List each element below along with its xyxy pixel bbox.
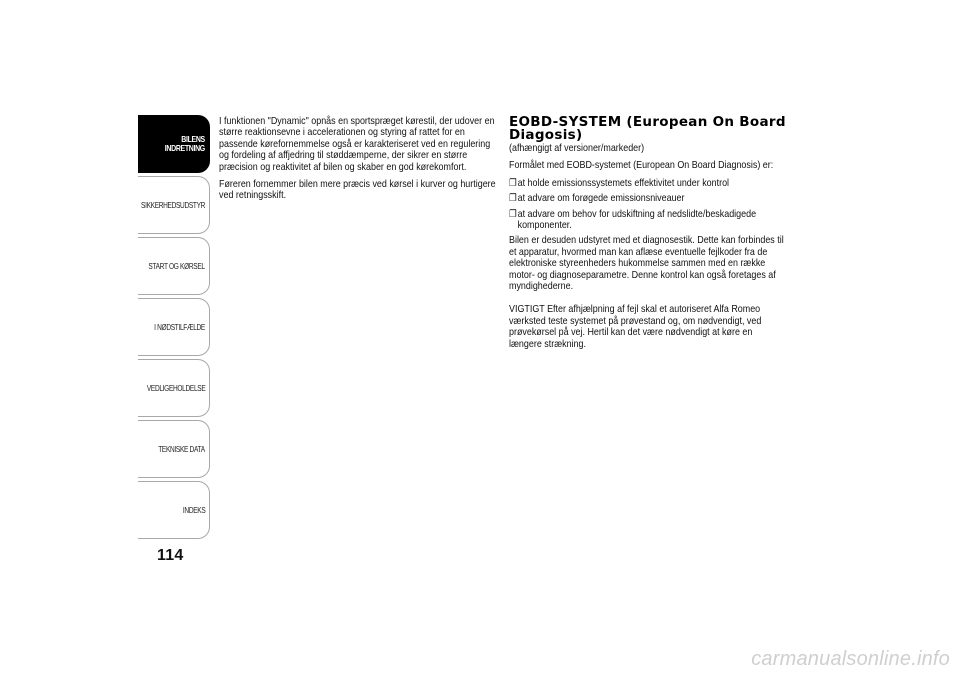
intro-paragraph: Formålet med EOBD-systemet (European On Board Diagnosis) er:	[509, 160, 774, 172]
paragraph: I funktionen "Dynamic" opnås en sportspræget kørestil, der udover en større reaktionsevne i accelerationen og styring af rattet for en passende kørefornemmelse også er karakteriseret ved en regulering og fordeling af affjedring til støddæmperne, der sikrer en større præcision og reaktivitet af bilen og skaber en god kørekomfort.	[219, 116, 495, 173]
tab-label: VEDLIGEHOLDELSE	[146, 383, 205, 393]
list-item: ❐ at advare om forøgede emissionsniveauer	[509, 193, 685, 205]
tab-start-og-korsel[interactable]	[138, 237, 210, 295]
tab-i-nodstilfaelde[interactable]	[138, 298, 210, 356]
chapter-tabs	[138, 115, 210, 542]
tab-label: INDEKS	[182, 505, 205, 515]
purpose-list	[509, 178, 786, 232]
checkbox-icon: ❐	[509, 177, 517, 189]
checkbox-icon: ❐	[509, 193, 517, 205]
watermark: carmanualsonline.info	[751, 648, 950, 670]
tab-tekniske-data[interactable]	[138, 420, 210, 478]
diagnostic-paragraph: Bilen er desuden udstyret med et diagnosestik. Dette kan forbindes til et apparatur, hvormed man kan aflæse eventuelle fejlkoder fra de elektroniske styreenheders hukommelse sammen med en række motor- og diagnoseparametre. Denne kontrol kan også foretages af myndighederne.	[509, 235, 784, 293]
tab-label: START OG KØRSEL	[148, 261, 205, 271]
left-column	[219, 116, 497, 208]
tab-bilens-indretning[interactable]	[138, 115, 210, 173]
list-item: ❐ at holde emissionssystemets effektivitet under kontrol	[509, 177, 730, 189]
right-column	[509, 116, 787, 356]
tab-vedligeholdelse[interactable]	[138, 359, 210, 417]
checkbox-icon: ❐	[509, 208, 517, 220]
tab-indeks[interactable]	[138, 481, 210, 539]
tab-label: BILENS INDRETNING	[164, 134, 205, 153]
page-number: 114	[157, 547, 184, 564]
important-paragraph: VIGTIGT Efter afhjælpning af fejl skal et autoriseret Alfa Romeo værksted teste systemet på prøvestand og, om nødvendigt, ved prøvekørsel på vej. Hertil kan det være nødvendigt at køre en længere strækning.	[509, 304, 762, 350]
list-item: ❐ at advare om behov for udskiftning af nedslidte/beskadigede komponenter.	[509, 208, 757, 232]
paragraph: Føreren fornemmer bilen mere præcis ved kørsel i kurver og hurtigere ved retningsskift.	[219, 179, 496, 202]
tab-label: SIKKERHEDSUDSTYR	[140, 200, 205, 210]
section-heading: EOBD-SYSTEM (European On Board Diagosis)	[509, 114, 786, 143]
tab-label: I NØDSTILFÆLDE	[154, 322, 205, 332]
tab-label: TEKNISKE DATA	[158, 444, 205, 454]
tab-sikkerhedsudstyr[interactable]	[138, 176, 210, 234]
version-note: (afhængigt af versioner/markeder)	[509, 143, 645, 154]
